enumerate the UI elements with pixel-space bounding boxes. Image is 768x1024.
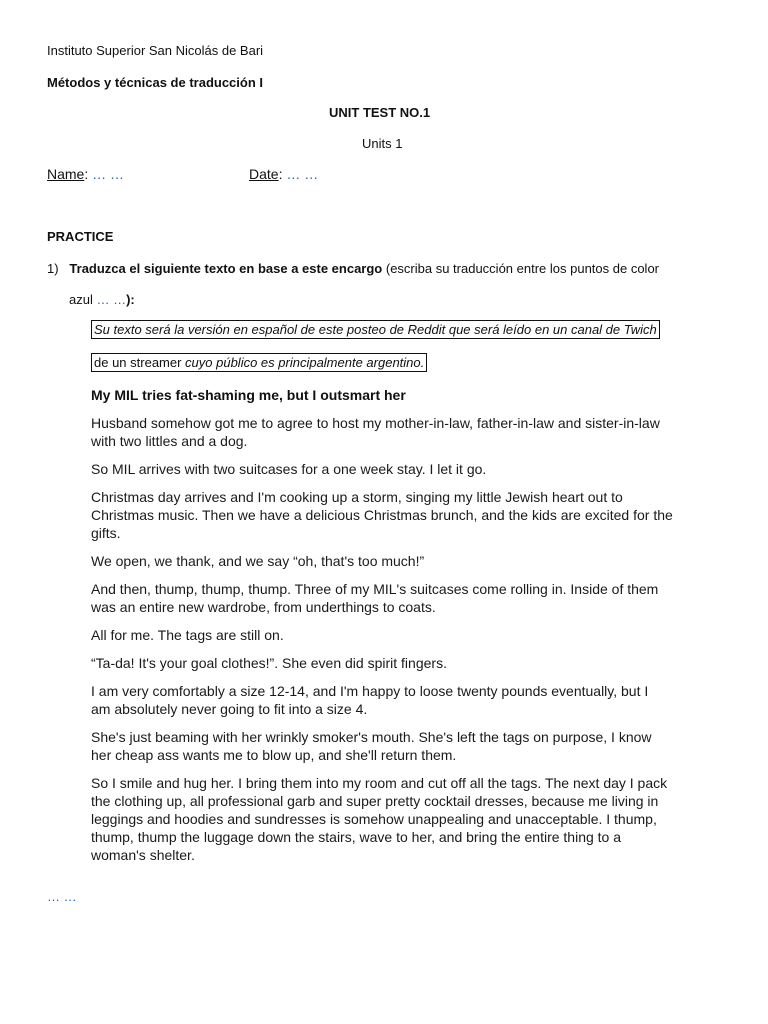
instruction-line2-suffix: ): — [126, 292, 135, 307]
answer-placeholder[interactable]: … … — [47, 889, 77, 904]
story-paragraph: And then, thump, thump, thump. Three of my MIL's suitcases come rolling in. Inside of them was an entire new wardrobe, from underthings to coats. — [91, 581, 659, 615]
institution-name: Instituto Superior San Nicolás de Bari — [47, 43, 264, 58]
name-field: Name: … … — [47, 166, 125, 182]
story-paragraph: So MIL arrives with two suitcases for a one week stay. I let it go. — [91, 461, 487, 477]
name-label: Name — [47, 166, 85, 182]
story-paragraph: So I smile and hug her. I bring them into my room and cut off all the tags. The next day I pack the clothing up, all professional garb and super pretty cocktail dresses, because me living in leggings and hoodies and sundresses is somehow unappealing and unacceptable. I thump, thump, thump the luggage down the stairs, wave to her, and bring the entire thing to a woman's shelter. — [91, 775, 668, 863]
test-title: UNIT TEST NO.1 — [329, 105, 431, 120]
brief-line2-start: de un streamer — [94, 355, 186, 370]
story-paragraph: “Ta-da! It's your goal clothes!”. She even did spirit fingers. — [91, 655, 447, 671]
story-paragraph: She's just beaming with her wrinkly smoker's mouth. She's left the tags on purpose, I know her cheap ass wants me to blow up, and she'll return them. — [91, 729, 652, 763]
instruction-blue-dots: … … — [96, 292, 127, 307]
date-label: Date — [249, 166, 279, 182]
story-body — [91, 414, 691, 864]
instruction-line2-prefix: azul — [69, 292, 97, 307]
instruction-number: 1) — [47, 261, 59, 276]
story-paragraph: Christmas day arrives and I'm cooking up a storm, singing my little Jewish heart out to Christmas music. Then we have a delicious Christmas brunch, and the kids are excited for the gifts. — [91, 489, 673, 541]
units-label: Units 1 — [362, 136, 403, 151]
story-paragraph: All for me. The tags are still on. — [91, 627, 284, 643]
course-title: Métodos y técnicas de traducción I — [47, 75, 263, 90]
brief-box-line-1: Su texto será la versión en español de este posteo de Reddit que será leído en un canal de Twich — [91, 320, 660, 339]
date-placeholder[interactable]: … … — [286, 166, 319, 182]
section-heading: PRACTICE — [47, 229, 114, 244]
brief-box-line-2 — [91, 353, 427, 372]
story-paragraph: I am very comfortably a size 12-14, and I'm happy to loose twenty pounds eventually, but I am absolutely never going to fit into a size 4. — [91, 683, 649, 717]
date-field: Date: … … — [249, 166, 319, 182]
instruction-line-1 — [47, 261, 659, 276]
instruction-rest: (escriba su traducción entre los puntos de color — [382, 261, 660, 276]
story-paragraph: We open, we thank, and we say “oh, that's too much!” — [91, 553, 425, 569]
instruction-line-2 — [69, 292, 135, 307]
instruction-bold: Traduzca el siguiente texto en base a este encargo — [69, 261, 383, 276]
story-paragraph: Husband somehow got me to agree to host my mother-in-law, father-in-law and sister-in-law with two littles and a dog. — [91, 415, 660, 449]
brief-line2-end: cuyo público es principalmente argentino. — [185, 355, 425, 370]
name-placeholder[interactable]: … … — [92, 166, 125, 182]
story-title: My MIL tries fat-shaming me, but I outsmart her — [91, 387, 406, 403]
